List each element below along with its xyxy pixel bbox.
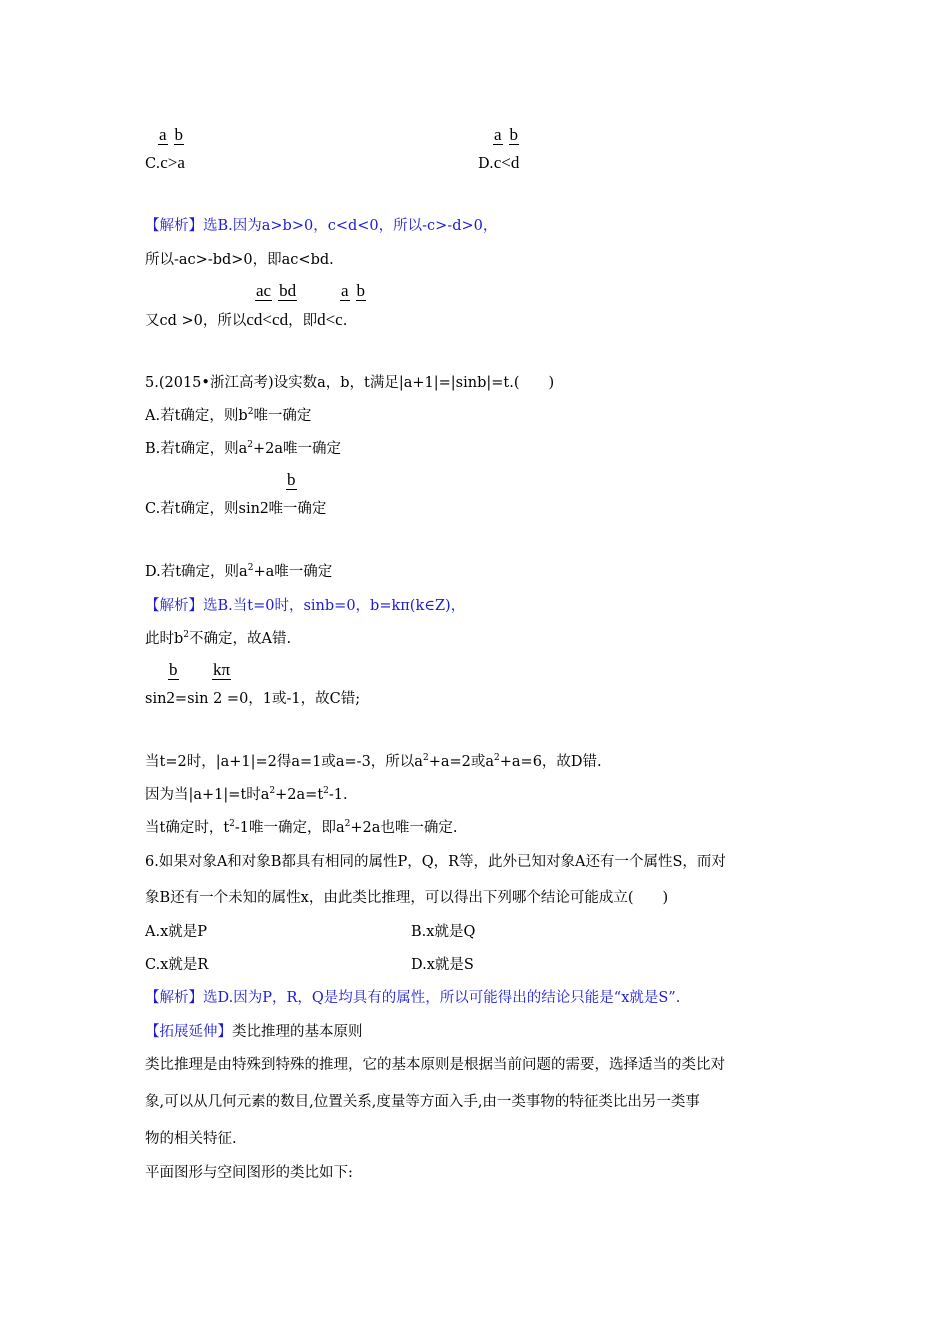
fraction-denominator: 2: [259, 498, 269, 517]
text-span: +2a唯一确定: [252, 441, 342, 457]
text-span: B.若t确定，则a: [145, 441, 248, 457]
extension-title: 类比推理的基本原则: [232, 1024, 363, 1040]
text-span: .: [342, 313, 348, 329]
q5-analysis-line4: [145, 752, 602, 772]
text-span: D.若t确定，则a: [145, 564, 248, 580]
q5-stem: 5.(2015•浙江高考)设实数a，b，t满足|a+1|=|sinb|=t.( ): [145, 375, 555, 391]
option-d-fractions: [493, 126, 525, 145]
fraction-denominators: cd<cd: [246, 310, 289, 329]
q5-analysis-line2: [145, 629, 291, 649]
extension-paragraph-2: 象,可以从几何元素的数目,位置关系,度量等方面入手,由一类事物的特征类比出另一类事: [145, 1094, 700, 1110]
q4-analysis-line3: [145, 310, 347, 331]
analysis-tag: 【解析】: [145, 598, 203, 614]
extension-paragraph-1: 类比推理是由特殊到特殊的推理，它的基本原则是根据当前问题的需要，选择适当的类比对: [145, 1057, 725, 1073]
frac-numerator: ac: [256, 281, 272, 300]
q6-analysis: [145, 988, 680, 1008]
superscript: 2: [247, 440, 253, 450]
option-d-text: c<d: [493, 153, 520, 172]
text-span: =sin 2 =0，1或-1，故C错;: [174, 691, 361, 707]
superscript: 2: [269, 786, 276, 796]
option-d-label: D.: [478, 156, 494, 172]
superscript: 2: [323, 786, 329, 796]
q5-option-a: [145, 406, 311, 426]
q5-analysis-line6: [145, 818, 458, 838]
superscript: 2: [422, 753, 429, 763]
text-span: 当t确定时，t: [145, 820, 230, 836]
text-span: 不确定，故A错.: [189, 631, 292, 647]
superscript: 2: [344, 819, 351, 829]
fraction-denominators: d<c: [317, 310, 343, 329]
text-span: 唯一确定: [268, 501, 327, 517]
text-span: 此时b: [145, 631, 184, 647]
text-span: +a=6，故D错.: [499, 754, 602, 770]
q4-analysis-line2: 所以-ac>-bd>0，即ac<bd.: [145, 252, 334, 268]
q5-option-d: [145, 562, 332, 582]
frac-numerator: kπ: [213, 660, 231, 679]
option-d: [478, 153, 519, 174]
q6-option-c: C.x就是R: [145, 957, 209, 973]
extension-paragraph-3: 物的相关特征.: [145, 1131, 237, 1147]
fraction-denominator: 2: [166, 688, 175, 707]
q5-analysis-fraction-1: [168, 661, 185, 680]
q5-analysis-line5: [145, 785, 348, 805]
frac-numerator: b: [287, 470, 296, 489]
q4-fractions-1: [255, 282, 303, 301]
analysis-tag: 【解析】: [145, 990, 203, 1006]
superscript: 2: [183, 630, 190, 640]
text-span: 唯一确定: [253, 408, 312, 424]
q5-option-c-fraction: [286, 471, 303, 490]
extension-paragraph-4: 平面图形与空间图形的类比如下:: [145, 1165, 353, 1181]
analysis-text: 选D.因为P，R，Q是均具有的属性，所以可能得出的结论只能是“x就是S”.: [203, 990, 681, 1006]
text-span: sin: [145, 691, 167, 707]
superscript: 2: [247, 563, 254, 573]
q4-fractions-2: [340, 282, 372, 301]
superscript: 2: [229, 819, 235, 829]
analysis-tag: 【解析】: [145, 218, 203, 234]
frac-numerator: a: [494, 125, 502, 144]
q6-option-b: B.x就是Q: [411, 924, 476, 940]
frac-numerator: a: [341, 281, 349, 300]
text-span: ，即: [288, 313, 318, 329]
text-span: 当t=2时，|a+1|=2得a=1或a=-3，所以a: [145, 754, 423, 770]
q6-option-d: D.x就是S: [411, 957, 474, 973]
option-c-fractions: [158, 126, 190, 145]
option-c: [145, 153, 185, 174]
q5-analysis-fraction-2: [212, 661, 237, 680]
text-span: +2a=t: [275, 787, 324, 803]
superscript: 2: [494, 753, 500, 763]
text-span: +2a也唯一确定.: [350, 820, 458, 836]
q4-analysis-line1: [145, 216, 497, 236]
q5-analysis-line1: [145, 596, 465, 616]
text-span: +a=2或a: [428, 754, 495, 770]
q5-option-b: [145, 439, 341, 459]
text-span: 又cd >0，所以: [145, 313, 247, 329]
extension-heading: [145, 1022, 363, 1042]
analysis-text: 选B.因为a>b>0，c<d<0，所以-c>-d>0，: [203, 218, 498, 234]
q6-option-a: A.x就是P: [145, 924, 208, 940]
text-span: +a唯一确定: [253, 564, 333, 580]
frac-numerator: bd: [279, 281, 297, 300]
frac-numerator: a: [159, 125, 167, 144]
extension-tag: 【拓展延伸】: [145, 1024, 232, 1040]
option-c-label: C.: [145, 156, 161, 172]
superscript: 2: [247, 407, 254, 417]
frac-numerator: b: [169, 660, 178, 679]
frac-numerator: b: [509, 125, 519, 144]
option-c-text: c>a: [160, 153, 185, 172]
q6-stem-line2: 象B还有一个未知的属性x，由此类比推理，可以得出下列哪个结论可能成立( ): [145, 890, 669, 906]
text-span: -1.: [328, 787, 348, 803]
q5-analysis-line3: [145, 688, 360, 709]
frac-numerator: b: [174, 125, 184, 144]
q6-stem-line1: 6.如果对象A和对象B都具有相同的属性P，Q，R等，此外已知对象A还有一个属性S，而对: [145, 854, 726, 870]
frac-numerator: b: [356, 281, 366, 300]
analysis-text: 选B.当t=0时，sinb=0，b=kπ(k∈Z)，: [203, 598, 466, 614]
text-span: A.若t确定，则b: [145, 408, 248, 424]
q5-option-c: [145, 498, 326, 519]
text-span: 因为当|a+1|=t时a: [145, 787, 270, 803]
text-span: C.若t确定，则sin: [145, 501, 260, 517]
text-span: -1唯一确定，即a: [234, 820, 345, 836]
